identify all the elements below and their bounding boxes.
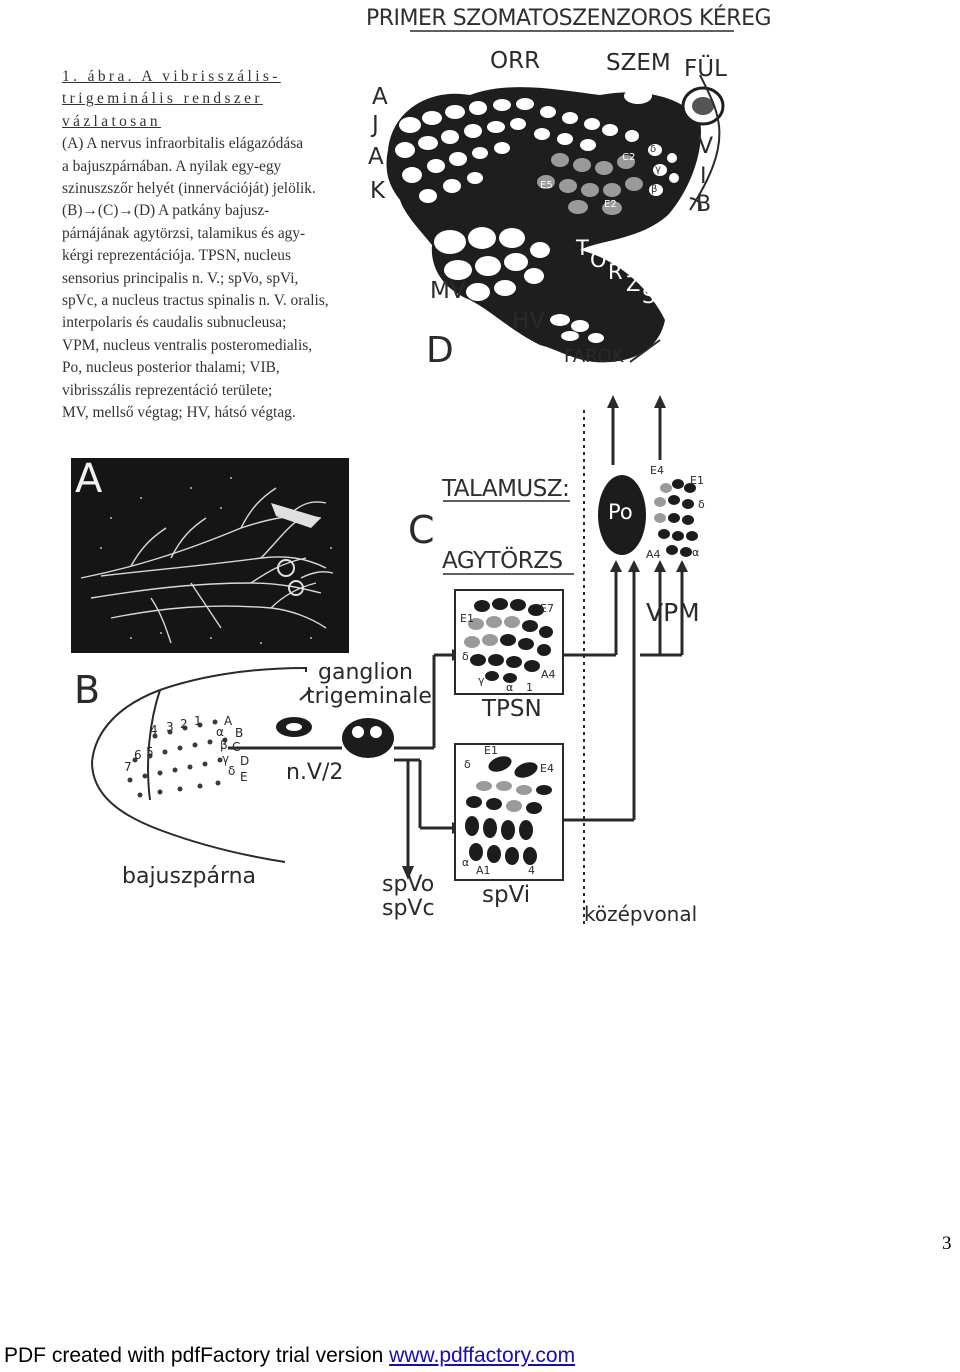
- arc-number-3: 3: [166, 720, 174, 734]
- tpsn-label-one: 1: [526, 681, 533, 694]
- row-letter-c: C: [232, 740, 241, 754]
- barrel-label-beta: β: [651, 184, 658, 195]
- greek-alpha: α: [216, 725, 224, 739]
- whiskerpad-label: bajuszpárna: [122, 864, 257, 889]
- torzs-letter-z: Z: [626, 272, 641, 296]
- torzs-letter-o: Ö: [590, 248, 607, 272]
- panel-a-photo: [71, 458, 349, 653]
- spvi-label-alpha: α: [462, 856, 470, 869]
- ganglion-label-2: trigeminale: [306, 684, 432, 709]
- caption-line-12: vibrisszális reprezentáció területe;: [62, 381, 273, 399]
- talamusz-label: TALAMUSZ:: [442, 476, 570, 502]
- barrel-label-gamma: γ: [655, 164, 661, 175]
- tpsn-label-delta: δ: [462, 650, 469, 663]
- vpm-label-delta: δ: [698, 498, 705, 511]
- vpm-label-a4: A4: [646, 548, 661, 561]
- footer-text: PDF created with pdfFactory trial version: [4, 1344, 390, 1367]
- panel-a-letter: A: [75, 458, 103, 502]
- arc-number-5: 5: [146, 745, 154, 759]
- caption-line-5: párnájának agytörzsi, talamikus és agy-: [62, 224, 306, 242]
- torzs-letter-s: S: [642, 284, 656, 308]
- caption-line-9: interpolaris és caudalis subnucleusa;: [62, 314, 287, 332]
- arc-number-7: 7: [124, 760, 132, 774]
- orr-label: ORR: [490, 48, 541, 74]
- caption-line-13: MV, mellső végtag; HV, hátsó végtag.: [62, 404, 296, 422]
- greek-beta: β: [220, 738, 228, 752]
- row-letter-a: A: [224, 714, 233, 728]
- caption-line-7: sensorius principalis n. V.; spVo, spVi,: [62, 269, 299, 287]
- tpsn-label-e1: E1: [460, 612, 474, 625]
- tpsn-label: TPSN: [482, 696, 542, 722]
- ganglion-label-1: ganglion: [318, 660, 413, 685]
- spvi-label-a1: A1: [476, 864, 491, 877]
- kozepvonal-label: középvonal: [584, 902, 698, 926]
- spvi-label-four: 4: [528, 864, 535, 877]
- row-letter-e: E: [240, 770, 248, 784]
- arc-number-6: 6: [134, 748, 142, 762]
- caption-line-6: kérgi reprezentációja. TPSN, nucleus: [62, 247, 291, 265]
- caption-line-8: spVc, a nucleus tractus spinalis n. V. oralis,: [62, 292, 329, 310]
- panel-d-letter: D: [426, 330, 454, 371]
- caption-heading: 1. ábra. A vibrisszális-trigeminális rendszer vázlatosan: [62, 68, 281, 130]
- vpm-label-e1: E1: [690, 474, 704, 487]
- arc-letter-a2: A: [368, 144, 384, 170]
- footer-link[interactable]: www.pdffactory.com: [389, 1344, 576, 1367]
- panel-c-letter: C: [408, 508, 435, 552]
- spvi-label-e4: E4: [540, 762, 554, 775]
- greek-delta: δ: [228, 764, 236, 778]
- nerve-branching-image: [71, 458, 349, 653]
- vib-letter-i: I: [700, 164, 707, 189]
- spvc-label: spVc: [382, 896, 435, 921]
- arc-number-4: 4: [150, 723, 158, 737]
- pdf-footer: [4, 1344, 575, 1368]
- vpm-label-e4: E4: [650, 464, 664, 477]
- nerve-label: n.V/2: [286, 760, 344, 785]
- caption-line-2: a bajuszpárnában. A nyilak egy-egy: [62, 157, 282, 175]
- spvo-label: spVo: [382, 872, 435, 897]
- hv-label: HV: [512, 308, 546, 334]
- page-number: 3: [942, 1233, 952, 1254]
- cortex-title: PRIMER SZOMATOSZENZOROS KÉREG: [366, 6, 772, 31]
- arc-letter-k: K: [370, 178, 386, 204]
- panel-b-letter: B: [74, 668, 101, 712]
- farok-label: FAROK: [564, 346, 624, 367]
- agytorzs-label: AGYTÖRZS: [442, 548, 563, 574]
- arc-number-1: 1: [194, 714, 202, 728]
- barrel-label-e5: E5: [540, 180, 553, 191]
- ful-label: FÜL: [684, 56, 727, 82]
- tpsn-label-alpha: α: [506, 681, 514, 694]
- torzs-letter-t: T: [576, 236, 589, 260]
- arc-letter-j: J: [372, 112, 379, 138]
- whisker-dots: [128, 720, 228, 798]
- caption-line-10: VPM, nucleus ventralis posteromedialis,: [62, 336, 313, 354]
- caption-line-11: Po, nucleus posterior thalami; VIB,: [62, 359, 280, 377]
- vib-letter-b: B: [696, 192, 712, 217]
- vpm-label: VPM: [646, 598, 700, 627]
- barrel-label-e2: E2: [604, 199, 617, 210]
- barrel-label-c2: C2: [622, 152, 636, 163]
- spvi-label-e1: E1: [484, 744, 498, 757]
- vpm-label-alpha: α: [692, 546, 700, 559]
- barrel-label-delta: δ: [650, 144, 657, 155]
- szem-label: SZEM: [606, 50, 671, 76]
- row-letter-b: B: [235, 726, 244, 740]
- tpsn-label-e7: E7: [540, 602, 554, 615]
- tpsn-label-gamma: γ: [478, 674, 485, 687]
- vib-letter-v: V: [698, 134, 714, 159]
- arc-number-2: 2: [180, 717, 188, 731]
- row-letter-d: D: [240, 754, 250, 768]
- caption-line-1: (A) A nervus infraorbitalis elágazódása: [62, 135, 304, 153]
- po-label: Po: [608, 500, 633, 524]
- spvi-label: spVi: [482, 882, 531, 908]
- caption-line-3: szinuszszőr helyét (innervációját) jelölik.: [62, 180, 316, 198]
- caption-line-4: (B)→(C)→(D) A patkány bajusz-: [62, 202, 270, 220]
- greek-gamma: γ: [222, 752, 230, 766]
- arc-letter-a1: A: [372, 84, 388, 110]
- torzs-letter-r: R: [608, 260, 623, 284]
- cortex-map: [387, 31, 735, 362]
- tpsn-label-a4: A4: [541, 668, 556, 681]
- mv-label: MV: [430, 278, 466, 304]
- spvi-label-delta: δ: [464, 758, 471, 771]
